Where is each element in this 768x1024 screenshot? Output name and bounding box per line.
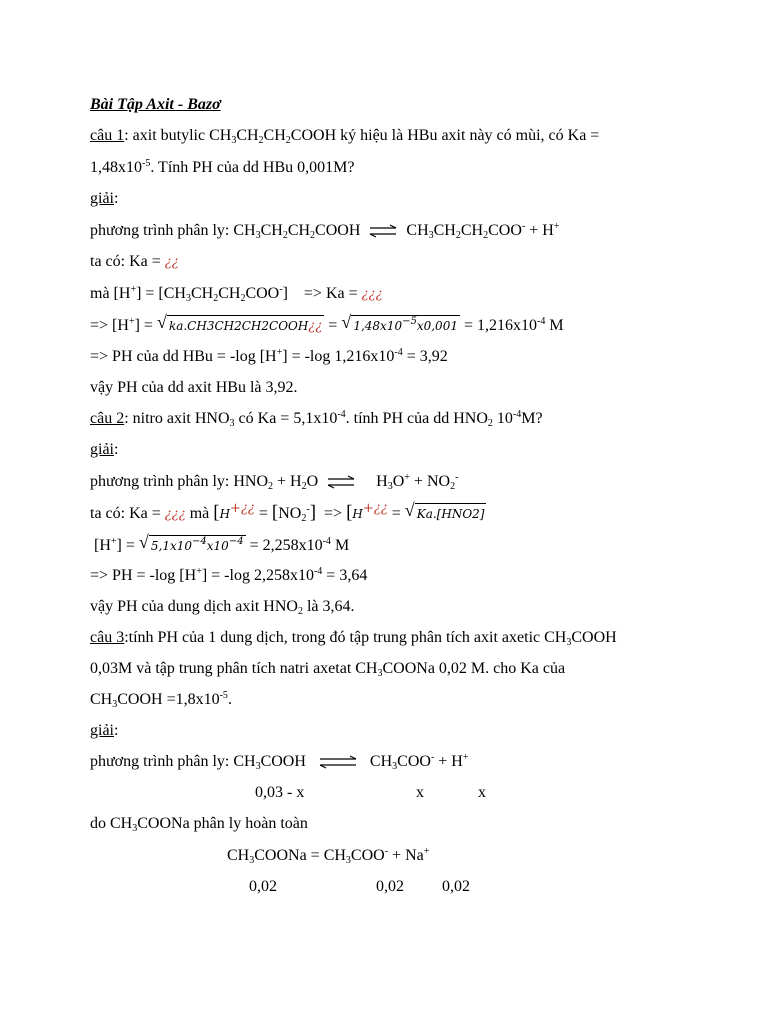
q2-pt-label: phương trình phân ly: HNO bbox=[90, 473, 269, 490]
q1-sqrt-2: 1,48x10 bbox=[353, 319, 403, 333]
q3-statement: câu 3:tính PH của 1 dung dịch, trong đó tập trung phân tích axit axetic $CH_3COOH$ bbox=[90, 629, 617, 648]
q3-eq-a: COONa = CH bbox=[254, 847, 346, 864]
q1-statement: câu 1: axit butylic $CH_3CH_2CH_2COOH$ ký hiệu là HBu axit này có mùi, có Ka = bbox=[90, 127, 600, 146]
q1-giai-label: giải bbox=[90, 190, 114, 207]
q3-label: câu 3 bbox=[90, 629, 125, 646]
q2-unit: M bbox=[330, 537, 350, 554]
q2-h-calc: [H+] = √ $5,1x10^{-4}x10^{-4} = 2,258x10^{-4}$ M bbox=[90, 532, 350, 554]
q3-eq-b: COO bbox=[350, 847, 385, 864]
q2-sqrt-1: Ka.[HNO2] bbox=[415, 503, 487, 524]
equilibrium-arrow-icon bbox=[318, 755, 358, 769]
q2-text-c: . tính PH của dd HNO bbox=[345, 410, 488, 427]
q1-unit: M bbox=[549, 317, 564, 334]
q2-equation: phương trình phân ly: $HNO_2 + H_2O$ $H_3O^+ + NO_2^-$ bbox=[90, 472, 459, 492]
q3-giai-label: giải bbox=[90, 722, 114, 739]
q1-statement-2: $1,48x10^{-5}$. Tính PH của dd HBu 0,001M? bbox=[90, 158, 355, 176]
page-title: Bài Tập Axit - Bazơ bbox=[90, 96, 221, 113]
q2-h-value: = 2,258x10 bbox=[245, 537, 323, 554]
q3-line2a: 0,03M và tập trung phân tích natri axetat CH bbox=[90, 660, 378, 677]
q3-text: :tính PH của 1 dung dịch, trong đó tập trung phân tích axit axetic CH bbox=[124, 629, 567, 646]
q1-taco-text: ta có: Ka = bbox=[90, 253, 165, 270]
q3-line2b: COONa 0,02 M. cho Ka của bbox=[382, 660, 566, 677]
q3-statement-3: $CH_3COOH =1,8x10^{-5}$. bbox=[90, 690, 232, 710]
q2-ma-text: mà bbox=[185, 505, 214, 522]
q1-ph-line: => PH của dd HBu = -log [H bbox=[90, 348, 277, 365]
q3-row-c: x bbox=[478, 784, 486, 801]
q2-giai: giải: bbox=[90, 441, 119, 458]
q3-v1: 0,02 bbox=[249, 878, 277, 895]
q3-dissociation: $CH_3COONa = CH_3COO^- + Na^+$ bbox=[227, 846, 430, 866]
q3-pt-label: phương trình phân ly: CH bbox=[90, 753, 256, 770]
q2-text-d: M? bbox=[521, 410, 543, 427]
q3-line3: COOH =1,8x10 bbox=[117, 691, 220, 708]
q2-sqrt-2b: x10 bbox=[206, 539, 229, 553]
q3-do-text: do CH bbox=[90, 815, 133, 832]
q1-ph-calc: => PH của dd HBu = -log [H+] = -log $1,216x10^{-4} = 3,92$ bbox=[90, 347, 448, 365]
q3-v3: 0,02 bbox=[442, 878, 470, 895]
q1-equation: phương trình phân ly: $CH_3CH_2CH_2COOH$ $CH_3CH_2CH_2COO^- + H^+$ bbox=[90, 221, 560, 241]
q1-label: câu 1 bbox=[90, 127, 125, 144]
q2-result-text: vậy PH của dung dịch axit HNO bbox=[90, 598, 298, 615]
equilibrium-arrow-icon bbox=[326, 475, 356, 489]
q2-taco: ta có: Ka = ¿¿¿ mà [$H^{+¿¿} = [NO_2^-] => [H^{+¿¿}$ = √ Ka.[HNO2] bbox=[90, 500, 485, 524]
q2-ph-calc: => PH = -log [H+] = -log $2,258x10^{-4} = 3,64$ bbox=[90, 566, 368, 584]
q1-ma: mà $[H^+] = [CH_3CH_2CH_2COO^-]$ => Ka = ¿¿¿ bbox=[90, 284, 383, 304]
q1-ma-text: mà bbox=[90, 285, 114, 302]
q2-result: vậy PH của dung dịch axit $HNO_2$ là 3,64. bbox=[90, 598, 355, 617]
q2-ph-tail: = -log 2,258x10 bbox=[207, 567, 314, 584]
q1-giai: giải: bbox=[90, 190, 119, 207]
q1-sqrt-2b: x0,001 bbox=[416, 319, 458, 333]
q3-do-line: do $CH_3COONa$ phân ly hoàn toàn bbox=[90, 815, 308, 834]
q2-text-b: có Ka = 5,1x10 bbox=[234, 410, 338, 427]
q1-pt-label: phương trình phân ly: bbox=[90, 222, 234, 239]
q2-statement: câu 2: nitro axit $HNO_3$ có $Ka = 5,1x10^{-4}$. tính PH của dd $HNO_2$ $10^{-4}M$? bbox=[90, 409, 543, 429]
q1-text: : axit butylic CH bbox=[124, 127, 232, 144]
q3-eq-c: + Na bbox=[388, 847, 424, 864]
q1-glyph: ¿¿ bbox=[164, 255, 179, 270]
q1-result: vậy PH của dd axit HBu là 3,92. bbox=[90, 379, 298, 396]
q2-giai-label: giải bbox=[90, 441, 114, 458]
q3-do-text-b: COONa phân ly hoàn toàn bbox=[137, 815, 308, 832]
q1-h-expr: => [H bbox=[90, 317, 129, 334]
q2-sqrt-2: 5,1x10 bbox=[150, 539, 193, 553]
q1-ka-expr: => Ka = bbox=[303, 285, 362, 302]
q1-ph-value: = 3,92 bbox=[406, 348, 448, 365]
q3-equation: phương trình phân ly: $CH_3COOH$ $CH_3COO^- + H^+$ bbox=[90, 752, 469, 772]
q2-label: câu 2 bbox=[90, 410, 125, 427]
equilibrium-arrow-icon bbox=[368, 224, 398, 238]
q1-value: 1,216x10 bbox=[477, 317, 537, 334]
q3-v2: 0,02 bbox=[376, 878, 404, 895]
q1-line2: . Tính PH của dd HBu 0,001M? bbox=[150, 159, 355, 176]
q3-row-b: x bbox=[416, 784, 424, 801]
q3-row-a: 0,03 - x bbox=[255, 784, 305, 801]
q3-giai: giải: bbox=[90, 722, 119, 739]
q2-result-b: là 3,64. bbox=[302, 598, 355, 615]
q1-sqrt-1: ka.CH3CH2CH2COOH bbox=[168, 319, 309, 333]
q1-text-b: ký hiệu là HBu axit này có mùi, có Ka = bbox=[336, 127, 600, 144]
q2-ph-line: => PH = -log [H bbox=[90, 567, 197, 584]
q1-h-calc: => [H+] = √ ka.CH3CH2CH2COOH¿¿ = √ $1,48x10^{-5}x0,001 = 1,216x10^{-4}$ M bbox=[90, 315, 564, 337]
q3-statement-2: 0,03M và tập trung phân tích natri axetat $CH_3COONa$ 0,02 M. cho Ka của bbox=[90, 660, 566, 679]
q2-text: : nitro axit HNO bbox=[124, 410, 230, 427]
q2-taco-text: ta có: Ka = bbox=[90, 505, 165, 522]
q2-ph-value: = 3,64 bbox=[322, 567, 368, 584]
q1-taco bbox=[90, 252, 179, 273]
